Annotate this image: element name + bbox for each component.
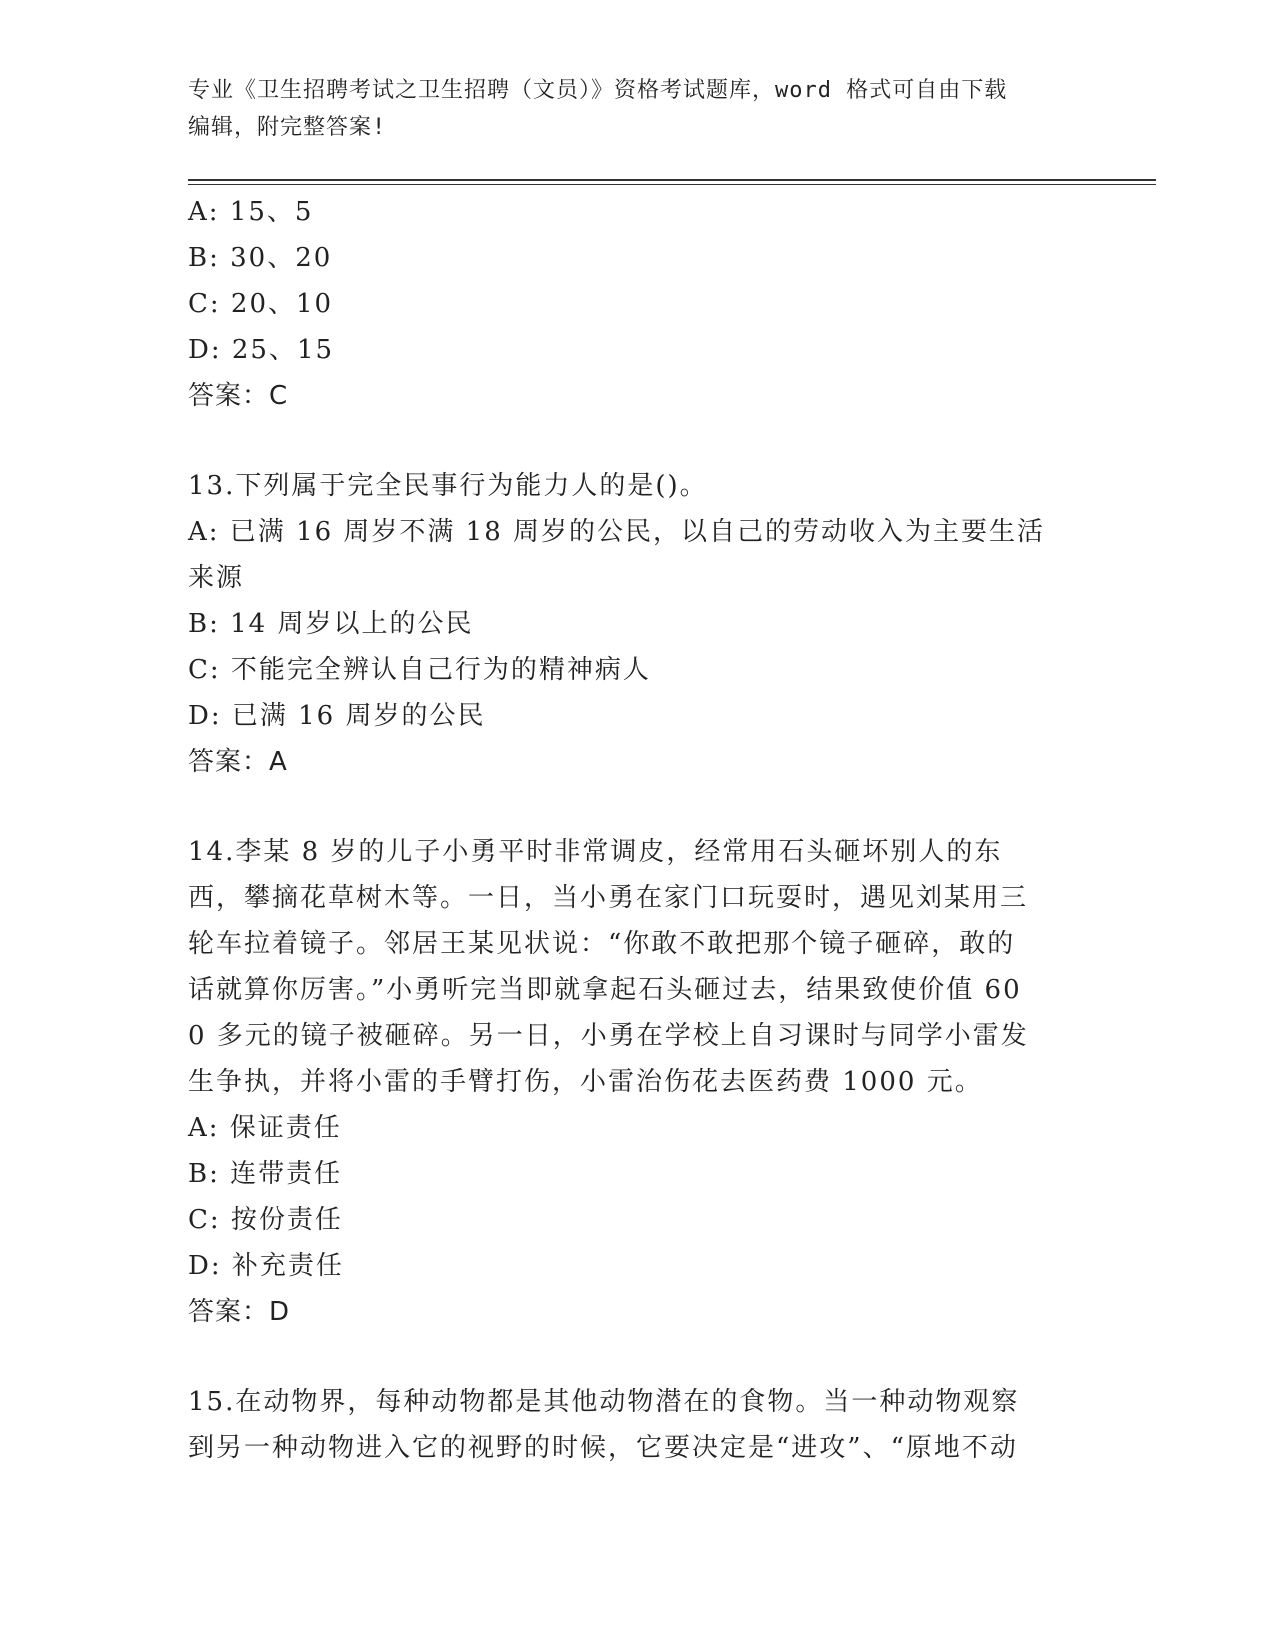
option-a: A: 保证责任 [188,1113,342,1143]
header-rule-bottom [188,184,1156,185]
question-12 [188,189,1088,419]
option-c: C: 20、10 [188,289,334,319]
option-a: A: 15、5 [188,197,314,227]
document-header [188,72,1068,146]
option-c: C: 按份责任 [188,1205,343,1235]
answer-line: 答案：D [188,1297,291,1327]
option-a: A: 已满 16 周岁不满 18 周岁的公民，以自己的劳动收入为主要生活来源 [188,517,1046,593]
question-14 [188,829,1088,1335]
document-body [188,189,1088,1471]
option-b: B: 14 周岁以上的公民 [188,609,474,639]
option-b: B: 连带责任 [188,1159,343,1189]
question-13 [188,463,1088,785]
question-stem: 13.下列属于完全民事行为能力人的是()。 [188,471,708,501]
option-d: D: 补充责任 [188,1251,344,1281]
header-line-2: 编辑，附完整答案! [188,115,387,140]
answer-line: 答案：C [188,381,289,411]
header-line-1: 专业《卫生招聘考试之卫生招聘（文员）》资格考试题库，word 格式可自由下载 [188,78,1008,103]
header-rule-top [188,179,1156,181]
question-15 [188,1379,1088,1471]
option-b: B: 30、20 [188,243,333,273]
answer-line: 答案：A [188,747,288,777]
question-stem: 15.在动物界，每种动物都是其他动物潜在的食物。当一种动物观察到另一种动物进入它的视野的时候，它要决定是“进攻”、“原地不动 [188,1387,1020,1463]
option-d: D: 已满 16 周岁的公民 [188,701,486,731]
option-d: D: 25、15 [188,335,335,365]
question-stem: 14.李某 8 岁的儿子小勇平时非常调皮，经常用石头砸坏别人的东西，攀摘花草树木等。一日，当小勇在家门口玩耍时，遇见刘某用三轮车拉着镜子。邻居王某见状说：“你敢不敢把那个镜子砸碎，敢的话就算你厉害。”小勇听完当即就拿起石头砸过去，结果致使价值 600 多元的镜子被砸碎。另一日，小勇在学校上自习课时与同学小雷发生争执，并将小雷的手臂打伤，小雷治伤花去医药费 1000 元。 [188,837,1029,1097]
option-c: C: 不能完全辨认自己行为的精神病人 [188,655,651,685]
